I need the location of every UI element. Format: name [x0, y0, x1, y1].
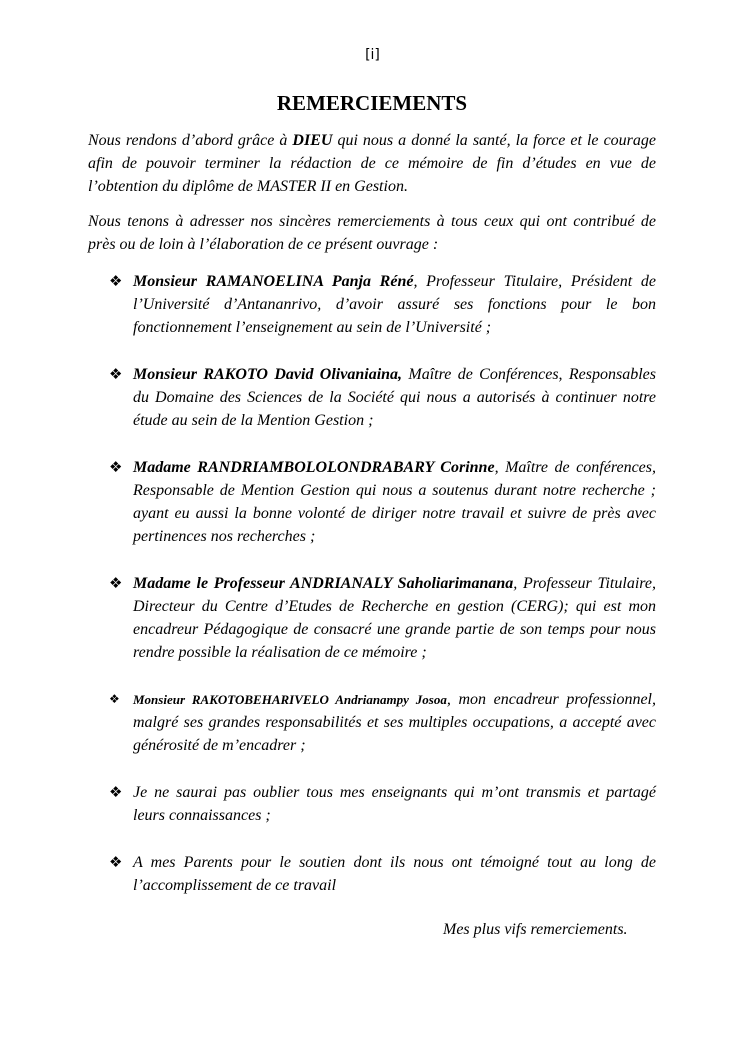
intro-text-end: qui nous a donné la santé, la force et le courage afin de pouvoir terminer la rédaction de ce mémoire de fin d’études en vue de l’obtention du diplôme de MASTER II en Gestion.: [88, 132, 656, 195]
list-item: [88, 781, 656, 827]
diamond-bullet-icon: ❖: [109, 783, 123, 801]
diamond-bullet-icon: ❖: [109, 365, 123, 383]
item-text: A mes Parents pour le soutien dont ils nous ont témoigné tout au long de l’accomplissement de ce travail: [133, 854, 656, 894]
intro-text-start: Nous rendons d’abord grâce à: [88, 132, 293, 149]
intro-paragraph: [88, 129, 656, 198]
person-name: Madame RANDRIAMBOLOLONDRABARY Corinne: [133, 459, 495, 476]
list-item: [88, 688, 656, 757]
item-text: , Maître de conférences, Responsable de Mention Gestion qui nous a soutenus durant notre recherche ; ayant eu aussi la bonne volonté de diriger notre travail et suivre de près avec pertinences nos recherches ;: [133, 459, 656, 545]
item-text: , Professeur Titulaire, Directeur du Centre d’Etudes de Recherche en gestion (CERG); qui est mon encadreur Pédagogique de consacré une grande partie de son temps pour nous rendre possible la réalisation de ce mémoire ;: [133, 575, 656, 661]
closing-line: Mes plus vifs remerciements.: [443, 921, 628, 938]
person-name: Monsieur RAMANOELINA Panja Réné: [133, 273, 414, 290]
thanks-intro-paragraph: Nous tenons à adresser nos sincères remerciements à tous ceux qui ont contribué de près ou de loin à l’élaboration de ce présent ouvrage :: [88, 213, 656, 253]
diamond-bullet-icon: ❖: [109, 574, 123, 592]
item-text: , mon encadreur professionnel, malgré ses grandes responsabilités et ses multiples occupations, a accepté avec générosité de m’encadrer ;: [133, 691, 657, 754]
person-name: Monsieur RAKOTOBEHARIVELO Andrianampy Josoa: [133, 692, 447, 707]
page-number: [i]: [365, 47, 380, 63]
diamond-bullet-icon: ❖: [109, 853, 123, 871]
diamond-bullet-icon: ❖: [109, 272, 123, 290]
page-title: REMERCIEMENTS: [276, 91, 468, 115]
intro-bold-word: DIEU: [292, 132, 333, 149]
list-item: [88, 363, 656, 432]
list-item: [88, 572, 656, 664]
list-item: [88, 456, 656, 548]
item-text: , Professeur Titulaire, Président de l’Université d’Antananrivo, d’avoir assuré ses fonctions pour le bon fonctionnement l’enseignement au sein de l’Université ;: [133, 273, 656, 336]
diamond-bullet-icon: ❖: [109, 692, 120, 706]
item-text: Maître de Conférences, Responsables du Domaine des Sciences de la Société qui nous a autorisés à continuer notre étude au sein de la Mention Gestion ;: [133, 366, 657, 429]
person-name: Madame le Professeur ANDRIANALY Saholiarimanana: [133, 575, 514, 592]
person-name: Monsieur RAKOTO David Olivaniaina,: [133, 366, 403, 383]
acknowledgement-list: [88, 270, 656, 921]
item-text: Je ne saurai pas oublier tous mes enseignants qui m’ont transmis et partagé leurs connaissances ;: [133, 784, 656, 824]
list-item: [88, 270, 656, 339]
diamond-bullet-icon: ❖: [109, 458, 123, 476]
list-item: [88, 851, 656, 897]
